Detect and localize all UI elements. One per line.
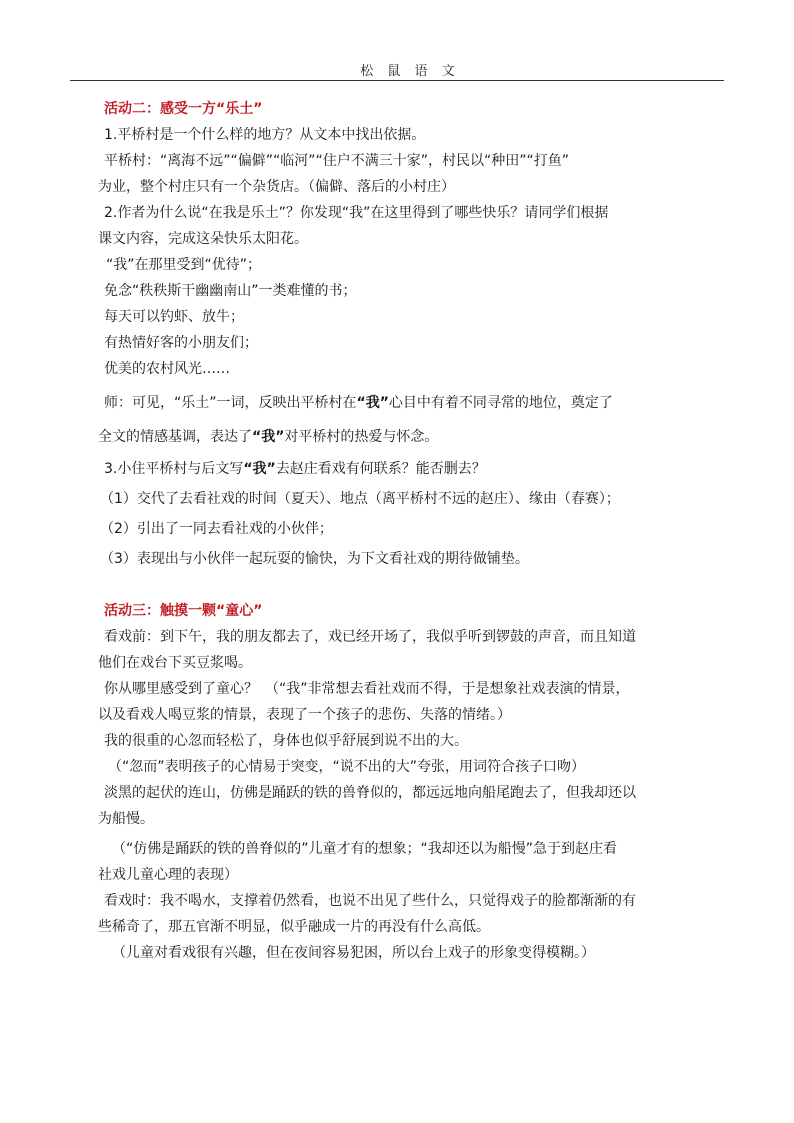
document-body	[98, 96, 718, 966]
answer-3-item: （2）引出了一同去看社戏的小伙伴；	[100, 521, 333, 537]
quote-mountains-line-2: 为船慢。	[98, 811, 154, 827]
teacher-summary-emphasis: “我”	[356, 395, 389, 411]
note-heart-relaxed: （“忽而”表明孩子的心情易于突变，“说不出的大”夸张，用词符合孩子口吻）	[108, 759, 586, 775]
joy-item: 免念“秩秩斯干幽幽南山”一类难懂的书；	[104, 283, 357, 299]
answer-3-item: （1）交代了去看社戏的时间（夏天）、地点（离平桥村不远的赵庄）、缘由（春赛）；	[100, 491, 620, 507]
paragraph-during-show-line-2: 些稀奇了，那五官渐不明显，似乎融成一片的再没有什么高低。	[98, 919, 490, 935]
teacher-summary-line-2	[98, 424, 718, 450]
section3-heading: 活动三：触摸一颗“童心”	[104, 603, 263, 619]
note-during-show: （儿童对看戏很有兴趣，但在夜间容易犯困，所以台上戏子的形象变得模糊。）	[112, 945, 595, 961]
answer-1-line-2: 为业，整个村庄只有一个杂货店。（偏僻、落后的小村庄）	[98, 179, 455, 195]
question-3	[104, 456, 718, 482]
section2-heading: 活动二：感受一方“乐土”	[104, 101, 263, 117]
question-3-text: 3.小住平桥村与后文写	[104, 461, 244, 477]
paragraph-before-show-line-2: 他们在戏台下买豆浆喝。	[98, 655, 252, 671]
joy-item: 每天可以钓虾、放牛；	[104, 309, 244, 325]
header-divider	[70, 80, 724, 81]
joy-item: “我”在那里受到“优待”；	[106, 257, 262, 273]
teacher-summary-text: 全文的情感基调，表达了	[98, 429, 252, 445]
page-header-title: 松 鼠 语 文	[360, 64, 460, 79]
question-2-line-2: 课文内容，完成这朵快乐太阳花。	[98, 231, 308, 247]
section-gap	[104, 572, 718, 598]
paragraph-before-show-line-1: 看戏前：到下午，我的朋友都去了，戏已经开场了，我似乎听到锣鼓的声音，而且知道	[104, 629, 636, 645]
answer-3-item: （3）表现出与小伙伴一起玩耍的愉快，为下文看社戏的期待做铺垫。	[100, 551, 529, 567]
question-1: 1.平桥村是一个什么样的地方？从文本中找出依据。	[104, 127, 426, 143]
question-3-text: 去赵庄看戏有何联系？能否删去？	[275, 461, 486, 477]
question-2-line-1: 2.作者为什么说“在我是乐土”？你发现“我”在这里得到了哪些快乐？请同学们根据	[104, 205, 609, 221]
note-mountains-line-1: （“仿佛是踊跃的铁的兽脊似的”儿童才有的想象；“我却还以为船慢”急于到赵庄看	[112, 841, 618, 857]
quote-heart-relaxed: 我的很重的心忽而轻松了，身体也似乎舒展到说不出的大。	[104, 733, 468, 749]
teacher-summary-text: 心目中有着不同寻常的地位，奠定了	[388, 395, 613, 411]
teacher-summary-emphasis: “我”	[252, 429, 285, 445]
joy-item: 有热情好客的小朋友们；	[104, 335, 258, 351]
note-mountains-line-2: 社戏儿童心理的表现）	[98, 867, 238, 883]
paragraph-during-show-line-1: 看戏时：我不喝水，支撑着仍然看，也说不出见了些什么，只觉得戏子的脸都渐渐的有	[104, 893, 636, 909]
teacher-summary-text: 师：可见，“乐土”一词，反映出平桥村在	[104, 395, 357, 411]
paragraph-childlike-heart-line-2: 以及看戏人喝豆浆的情景，表现了一个孩子的悲伤、失落的情绪。）	[98, 707, 511, 723]
joy-item: 优美的农村风光……	[104, 361, 230, 377]
quote-mountains-line-1: 淡黑的起伏的连山，仿佛是踊跃的铁的兽脊似的，都远远地向船尾跑去了，但我却还以	[104, 785, 636, 801]
answer-1-line-1: 平桥村：“离海不远”“偏僻”“临河”“住户不满三十家”，村民以“种田”“打鱼”	[104, 153, 570, 169]
teacher-summary-line-1	[104, 390, 718, 416]
question-3-emphasis: “我”	[243, 461, 276, 477]
paragraph-childlike-heart-line-1: 你从哪里感受到了童心？ （“我”非常想去看社戏而不得，于是想象社戏表演的情景，	[104, 681, 630, 697]
teacher-summary-text: 对平桥村的热爱与怀念。	[284, 429, 439, 445]
